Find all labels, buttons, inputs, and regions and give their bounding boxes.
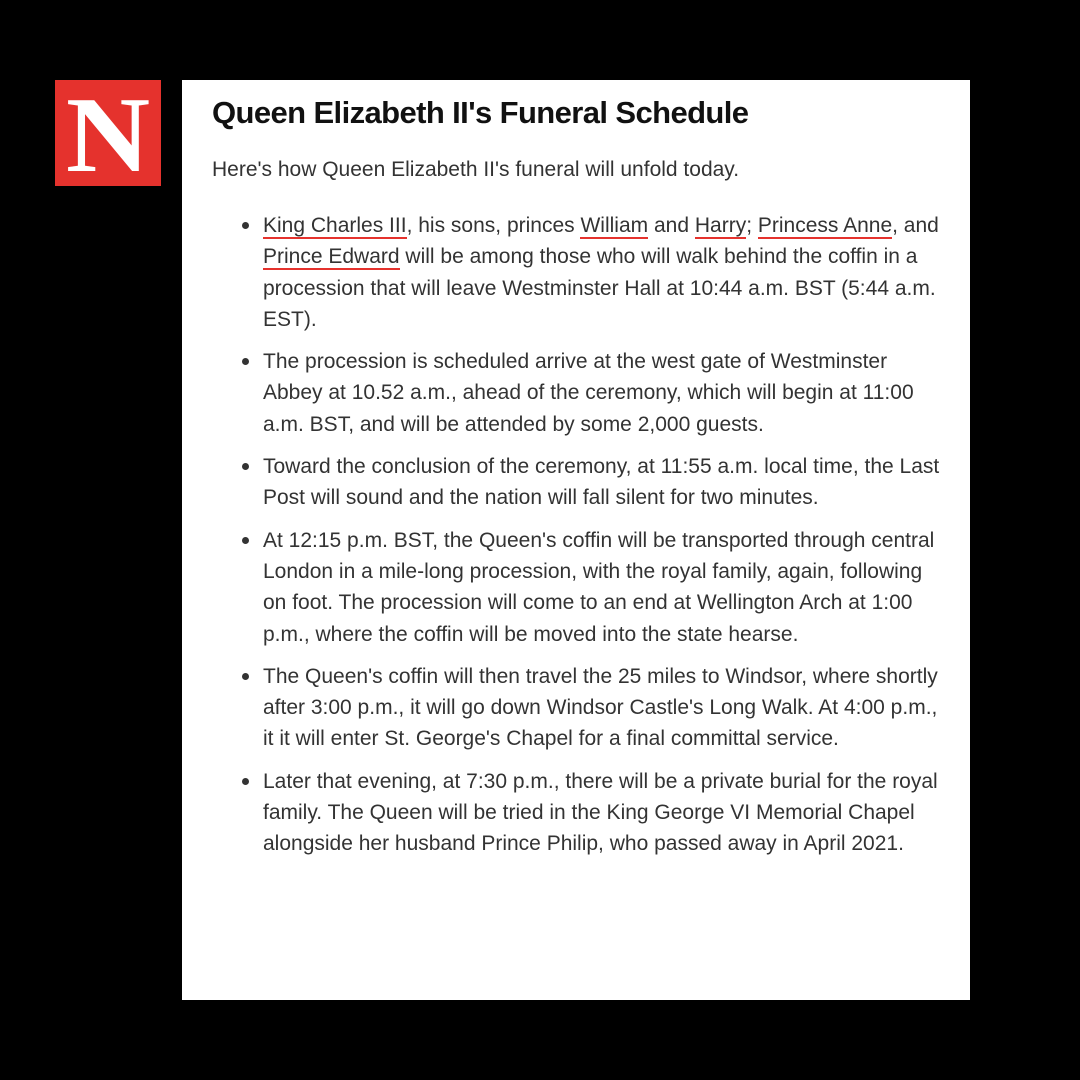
list-item	[212, 661, 950, 755]
bullet-text: , and	[892, 214, 939, 237]
link-princess-anne[interactable]: Princess Anne	[757, 214, 893, 237]
bullet-text: Later that evening, at 7:30 p.m., there will be a private burial for the royal family. The Queen will be tried in the King George VI Memorial Chapel alongside her husband Prince Philip, who passed away in April 2021.	[263, 769, 938, 856]
bullet-text: will be among those who will walk behind the coffin in a procession that will leave Westminster Hall at 10:44 a.m. BST (5:44 a.m. EST).	[263, 245, 936, 331]
list-item	[212, 525, 950, 650]
logo-letter: N	[65, 76, 151, 195]
article-intro: Here's how Queen Elizabeth II's funeral will unfold today.	[212, 158, 740, 181]
bullet-dot	[242, 673, 249, 680]
bullet-text: ;	[746, 214, 758, 237]
link-william[interactable]: William	[580, 214, 649, 237]
link-king-charles[interactable]: King Charles III	[263, 214, 407, 237]
bullet-dot	[242, 778, 249, 785]
bullet-text: At 12:15 p.m. BST, the Queen's coffin will be transported through central London in a mile-long procession, with the royal family, again, following on foot. The procession will come to an end at Wellington Arch at 1:00 p.m., where the coffin will be moved into the state hearse.	[263, 528, 935, 646]
link-prince-edward[interactable]: Prince Edward	[263, 245, 400, 269]
article-card	[182, 80, 970, 1000]
newsweek-logo	[55, 76, 161, 195]
list-item	[212, 346, 950, 440]
bullet-text: The procession is scheduled arrive at the west gate of Westminster Abbey at 10.52 a.m., ahead of the ceremony, which will begin at 11:00 a.m. BST, and will be attended by some 2,000 guests.	[263, 350, 914, 436]
bullet-text: Toward the conclusion of the ceremony, at 11:55 a.m. local time, the Last Post will sound and the nation will fall silent for two minutes.	[263, 455, 940, 510]
schedule-list	[212, 210, 950, 860]
list-item	[212, 766, 950, 860]
bullet-dot	[242, 222, 249, 229]
bullet-text: The Queen's coffin will then travel the 25 miles to Windsor, where shortly after 3:00 p.m., it will go down Windsor Castle's Long Walk. At 4:00 p.m., it it will enter St. George's Chapel for a final committal service.	[263, 664, 938, 751]
bullet-text: , his sons, princes	[406, 214, 581, 237]
bullet-dot	[242, 358, 249, 365]
article-title: Queen Elizabeth II's Funeral Schedule	[212, 95, 749, 130]
bullet-dot	[242, 537, 249, 544]
list-item	[212, 210, 950, 335]
link-harry[interactable]: Harry	[694, 214, 747, 237]
bullet-text: and	[648, 214, 695, 237]
bullet-dot	[242, 463, 249, 470]
list-item	[212, 451, 950, 514]
